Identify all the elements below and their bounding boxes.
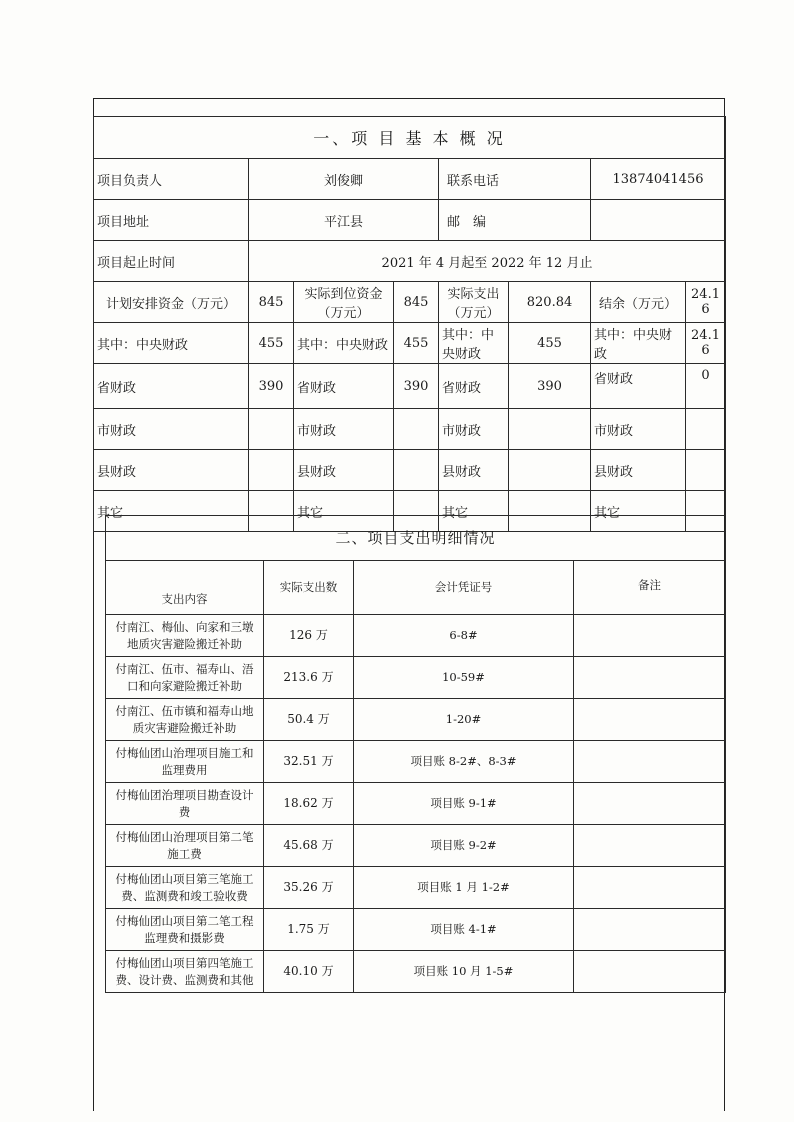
funds-row-label: 省财政 [294, 364, 394, 409]
row-note [574, 615, 726, 657]
row-description: 付梅仙团山项目第二笔工程监理费和摄影费 [106, 909, 264, 951]
column-header: 实际支出数 [264, 561, 354, 615]
funds-row-value: 0 [686, 364, 726, 409]
row-description: 付南江、梅仙、向家和三墩地质灾害避险搬迁补助 [106, 615, 264, 657]
row-note [574, 951, 726, 993]
balance-label: 结余（万元） [591, 282, 686, 323]
row-voucher: 项目账 9-1# [354, 783, 574, 825]
table-row [106, 825, 726, 867]
funds-row-label: 市财政 [94, 409, 249, 450]
funds-row-label: 其它 [94, 491, 249, 532]
row-note [574, 909, 726, 951]
funds-row-label: 市财政 [294, 409, 394, 450]
funds-row-value [394, 450, 439, 491]
balance-value: 24.16 [686, 282, 726, 323]
row-voucher: 6-8# [354, 615, 574, 657]
funds-row-label: 县财政 [591, 450, 686, 491]
funds-row-label: 县财政 [294, 450, 394, 491]
row-description: 付梅仙团山治理项目施工和监理费用 [106, 741, 264, 783]
row-voucher: 项目账 8-2#、8-3# [354, 741, 574, 783]
section2-title: 二、项目支出明细情况 [106, 516, 726, 561]
table-row [106, 657, 726, 699]
row-amount: 18.62 万 [264, 783, 354, 825]
manager-label: 项目负责人 [94, 159, 249, 200]
column-header: 会计凭证号 [354, 561, 574, 615]
manager-value: 刘俊卿 [249, 159, 439, 200]
row-voucher: 10-59# [354, 657, 574, 699]
funds-row-value: 455 [249, 323, 294, 364]
row-description: 付南江、伍市、福寿山、浯口和向家避险搬迁补助 [106, 657, 264, 699]
funds-row-label: 市财政 [439, 409, 509, 450]
row-amount: 35.26 万 [264, 867, 354, 909]
funds-row-label: 省财政 [94, 364, 249, 409]
address-value: 平江县 [249, 200, 439, 241]
funds-row-value [686, 450, 726, 491]
funds-row-value [394, 409, 439, 450]
row-amount: 45.68 万 [264, 825, 354, 867]
row-description: 付南江、伍市镇和福寿山地质灾害避险搬迁补助 [106, 699, 264, 741]
row-voucher: 项目账 10 月 1-5# [354, 951, 574, 993]
row-amount: 32.51 万 [264, 741, 354, 783]
funds-row-label: 县财政 [439, 450, 509, 491]
table-row [106, 951, 726, 993]
row-note [574, 657, 726, 699]
funds-row-label: 其它 [439, 491, 509, 532]
table-row [106, 741, 726, 783]
period-value: 2021 年 4 月起至 2022 年 12 月止 [249, 241, 726, 282]
funds-row-label: 县财政 [94, 450, 249, 491]
row-description: 付梅仙团山治理项目第二笔施工费 [106, 825, 264, 867]
funds-row-value [249, 409, 294, 450]
funds-row-value [686, 409, 726, 450]
received-funds-label: 实际到位资金（万元） [294, 282, 394, 323]
spent-label: 实际支出（万元） [439, 282, 509, 323]
row-description: 付梅仙团山项目第三笔施工费、监测费和竣工验收费 [106, 867, 264, 909]
row-note [574, 741, 726, 783]
period-label: 项目起止时间 [94, 241, 249, 282]
column-header: 备注 [574, 561, 726, 615]
received-funds-value: 845 [394, 282, 439, 323]
address-label: 项目地址 [94, 200, 249, 241]
table-row [106, 909, 726, 951]
funds-row-label: 省财政 [591, 364, 686, 409]
table-row [106, 783, 726, 825]
funds-row-value [509, 450, 591, 491]
project-overview-table [93, 116, 726, 532]
table-row [106, 867, 726, 909]
row-note [574, 867, 726, 909]
row-voucher: 项目账 9-2# [354, 825, 574, 867]
table-row [106, 699, 726, 741]
funds-row-value: 390 [249, 364, 294, 409]
table-row [106, 615, 726, 657]
row-note [574, 825, 726, 867]
funds-row-label: 其中：中央财政 [591, 323, 686, 364]
expenditure-detail-table [105, 515, 726, 993]
phone-label: 联系电话 [439, 159, 591, 200]
funds-row-value: 455 [394, 323, 439, 364]
row-voucher: 1-20# [354, 699, 574, 741]
funds-row-label: 其它 [591, 491, 686, 532]
row-amount: 40.10 万 [264, 951, 354, 993]
funds-row-value [249, 450, 294, 491]
funds-row-value [509, 409, 591, 450]
funds-row-label: 其中：中央财政 [294, 323, 394, 364]
funds-row-label: 其它 [294, 491, 394, 532]
funds-row-label: 省财政 [439, 364, 509, 409]
phone-value: 13874041456 [591, 159, 726, 200]
row-description: 付梅仙团治理项目勘查设计费 [106, 783, 264, 825]
funds-row-label: 市财政 [591, 409, 686, 450]
funds-row-value: 24.16 [686, 323, 726, 364]
row-amount: 50.4 万 [264, 699, 354, 741]
funds-row-label: 其中：中央财政 [439, 323, 509, 364]
column-header: 支出内容 [106, 561, 264, 615]
row-description: 付梅仙团山项目第四笔施工费、设计费、监测费和其他 [106, 951, 264, 993]
spent-value: 820.84 [509, 282, 591, 323]
funds-row-label: 其中：中央财政 [94, 323, 249, 364]
row-voucher: 项目账 4-1# [354, 909, 574, 951]
row-voucher: 项目账 1 月 1-2# [354, 867, 574, 909]
section1-title: 一、项 目 基 本 概 况 [94, 117, 726, 159]
row-note [574, 699, 726, 741]
postcode-label: 邮 编 [439, 200, 591, 241]
postcode-value [591, 200, 726, 241]
row-note [574, 783, 726, 825]
row-amount: 213.6 万 [264, 657, 354, 699]
row-amount: 126 万 [264, 615, 354, 657]
funds-row-value: 455 [509, 323, 591, 364]
planned-funds-value: 845 [249, 282, 294, 323]
funds-row-value: 390 [394, 364, 439, 409]
planned-funds-label: 计划安排资金（万元） [94, 282, 249, 323]
funds-row-value: 390 [509, 364, 591, 409]
row-amount: 1.75 万 [264, 909, 354, 951]
